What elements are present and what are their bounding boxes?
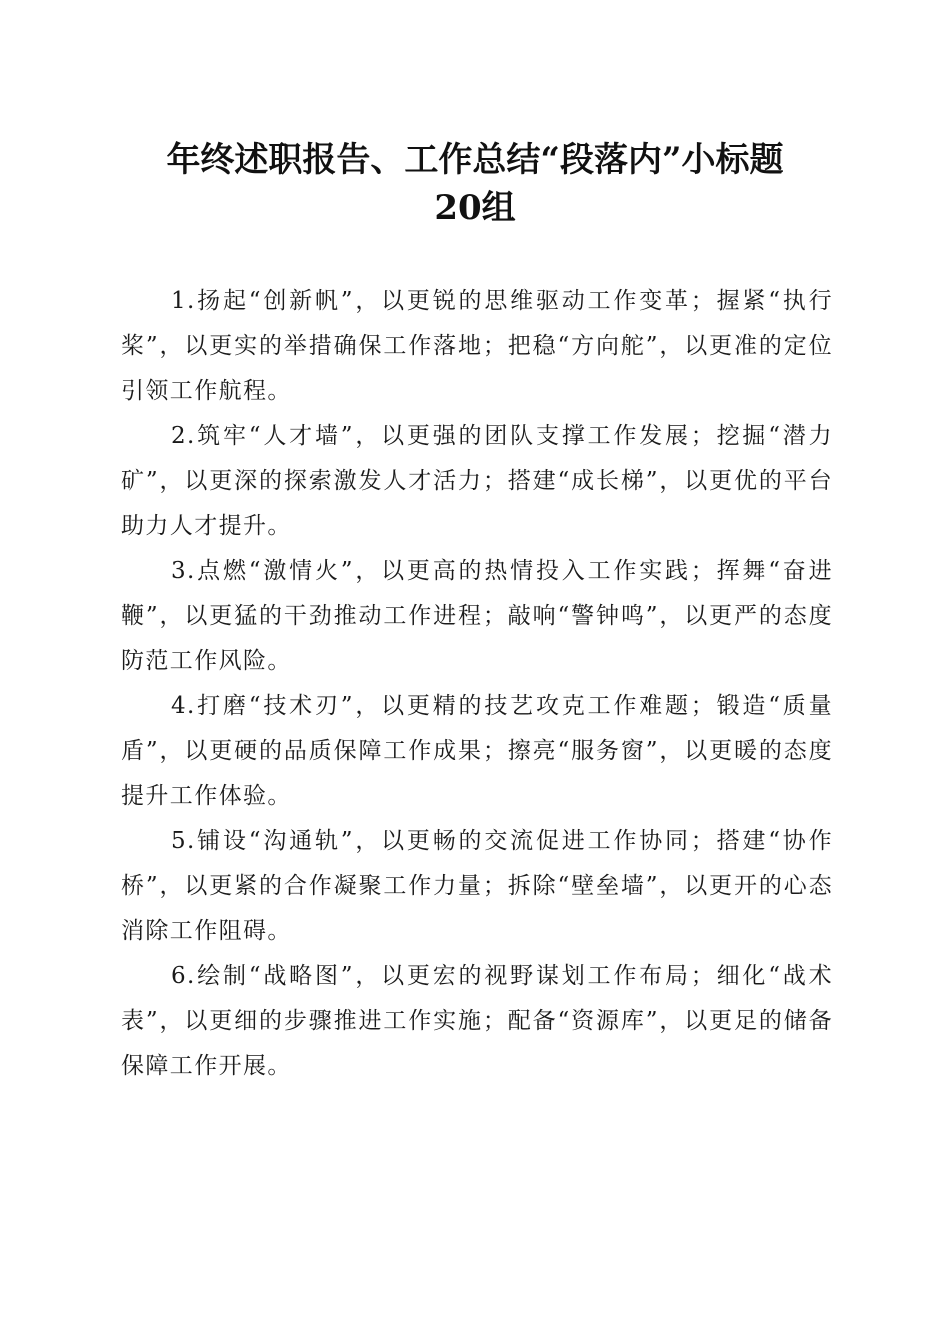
paragraph-1: 1.扬起“创新帆”，以更锐的思维驱动工作变革；握紧“执行桨”，以更实的举措确保工作落地；把稳“方向舵”，以更准的定位引领工作航程。 xyxy=(121,288,833,404)
title-line-2: 20组 xyxy=(434,188,516,228)
document-body xyxy=(121,279,833,1089)
paragraph-6: 6.绘制“战略图”，以更宏的视野谋划工作布局；细化“战术表”，以更细的步骤推进工作实施；配备“资源库”，以更足的储备保障工作开展。 xyxy=(121,963,833,1079)
paragraph-2: 2.筑牢“人才墙”，以更强的团队支撑工作发展；挖掘“潜力矿”，以更深的探索激发人才活力；搭建“成长梯”，以更优的平台助力人才提升。 xyxy=(121,423,833,539)
paragraph-5: 5.铺设“沟通轨”，以更畅的交流促进工作协同；搭建“协作桥”，以更紧的合作凝聚工作力量；拆除“壁垒墙”，以更开的心态消除工作阻碍。 xyxy=(121,828,833,944)
paragraph-3: 3.点燃“激情火”，以更高的热情投入工作实践；挥舞“奋进鞭”，以更猛的干劲推动工作进程；敲响“警钟鸣”，以更严的态度防范工作风险。 xyxy=(121,558,833,674)
document-title xyxy=(100,136,850,232)
paragraph-4: 4.打磨“技术刃”，以更精的技艺攻克工作难题；锻造“质量盾”，以更硬的品质保障工作成果；擦亮“服务窗”，以更暖的态度提升工作体验。 xyxy=(121,693,833,809)
title-line-1: 年终述职报告、工作总结“段落内”小标题 xyxy=(166,140,784,180)
